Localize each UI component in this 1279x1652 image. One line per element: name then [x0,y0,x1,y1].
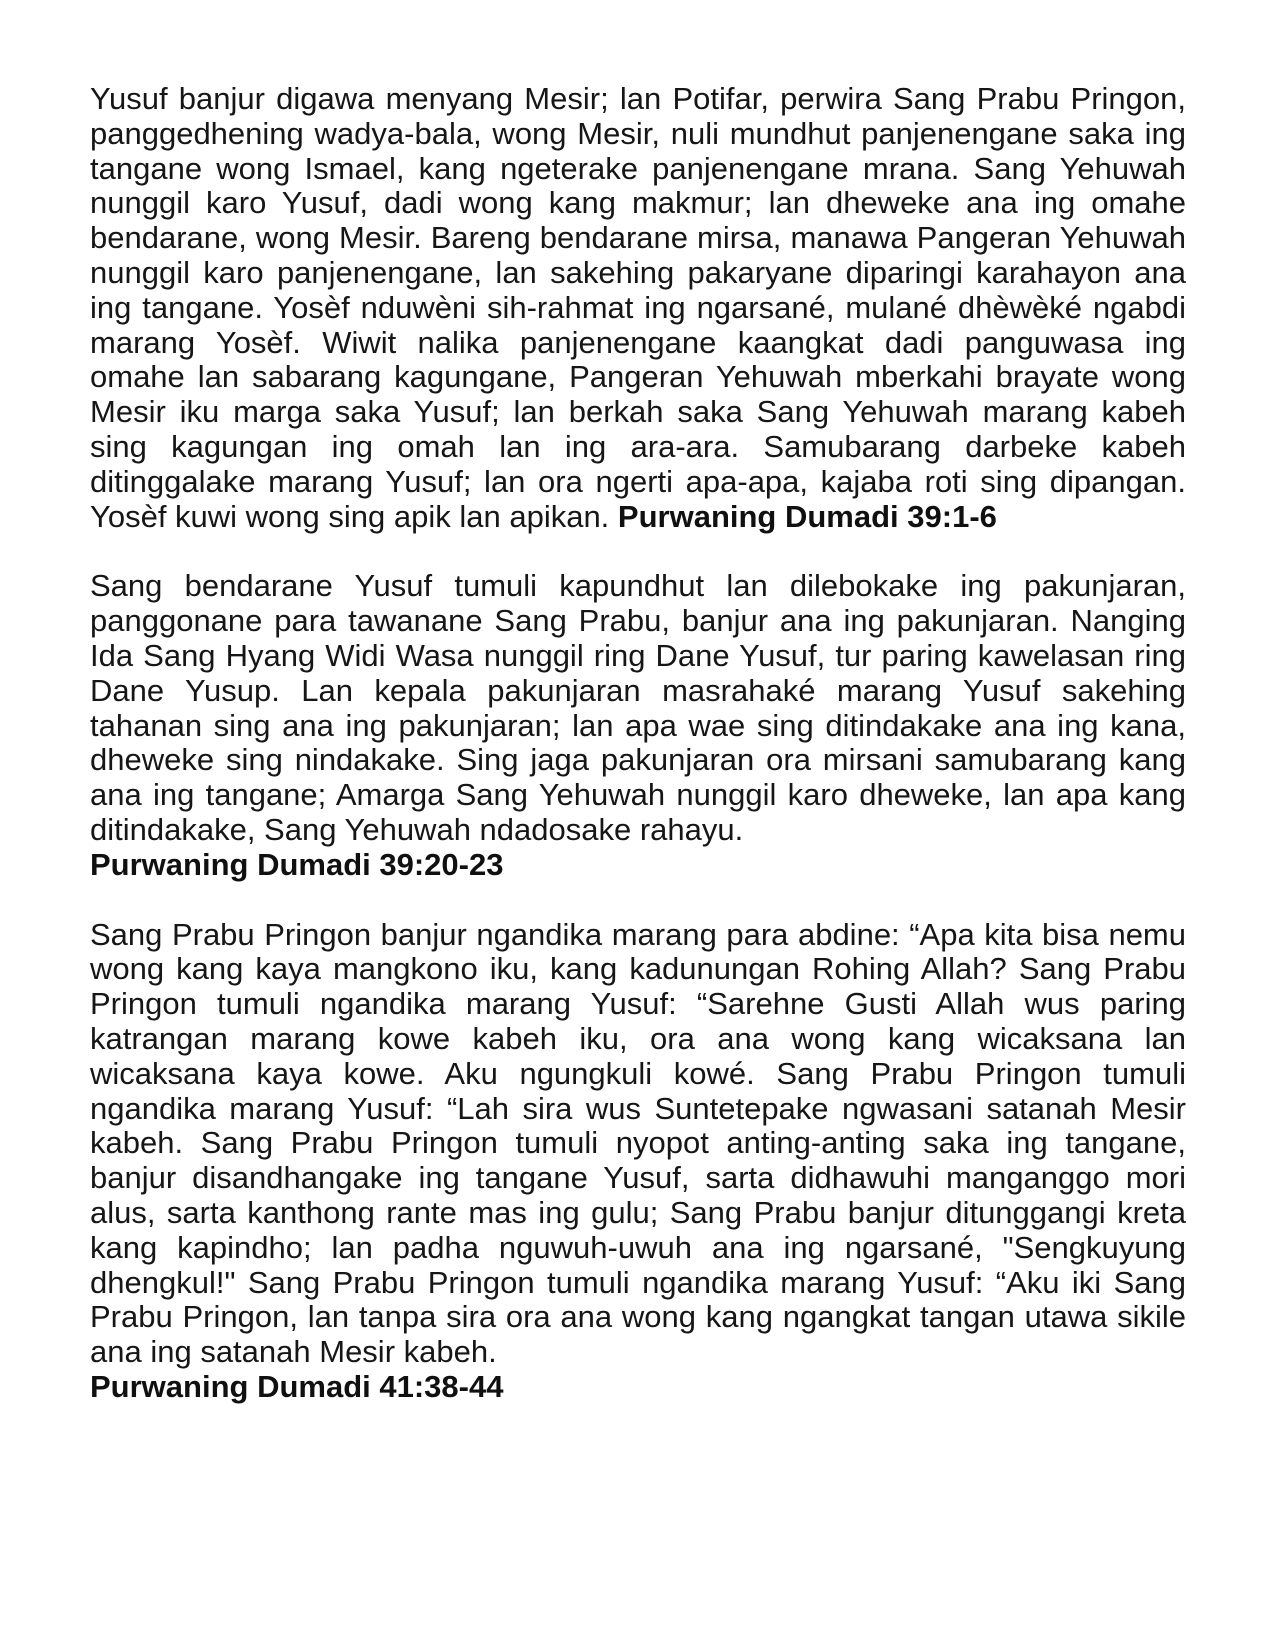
verse-reference: Purwaning Dumadi 39:20-23 [90,846,504,882]
passage-text: Sang bendarane Yusuf tumuli kapundhut lan dilebokake ing pakunjaran, panggonane para tawanane Sang Prabu, banjur ana ing pakunjaran. Nanging Ida Sang Hyang Widi Wasa nunggil ring Dane Yusuf, tur paring kawelasan ring Dane Yusup. Lan kepala pakunjaran masrahaké marang Yusuf sakehing tahanan sing ana ing pakunjaran; lan apa wae sing ditindakake ana ing kana, dheweke sing nindakake. Sing jaga pakunjaran ora mirsani samubarang kang ana ing tangane; Amarga Sang Yehuwah nunggil karo dheweke, lan apa kang ditindakake, Sang Yehuwah ndadosake rahayu. [90,568,1186,847]
passage-genesis-39-20-23 [90,569,1186,882]
scripture-page [90,82,1186,1440]
passage-text: Sang Prabu Pringon banjur ngandika marang para abdine: “Apa kita bisa nemu wong kang kaya mangkono iku, kang kadunungan Rohing Allah? Sang Prabu Pringon tumuli ngandika marang Yusuf: “Sarehne Gusti Allah wus paring katrangan marang kowe kabeh iku, ora ana wong kang wicaksana lan wicaksana kaya kowe. Aku ngungkuli kowé. Sang Prabu Pringon tumuli ngandika marang Yusuf: “Lah sira wus Suntetepake ngwasani satanah Mesir kabeh. Sang Prabu Pringon tumuli nyopot anting-anting saka ing tangane, banjur disandhangake ing tangane Yusuf, sarta didhawuhi manganggo mori alus, sarta kanthong rante mas ing gulu; Sang Prabu banjur ditunggangi kreta kang kapindho; lan padha nguwuh-uwuh ana ing ngarsané, "Sengkuyung dhengkul!" Sang Prabu Pringon tumuli ngandika marang Yusuf: “Aku iki Sang Prabu Pringon, lan tanpa sira ora ana wong kang ngangkat tangan utawa sikile ana ing satanah Mesir kabeh. [90,916,1186,1370]
passage-genesis-39-1-6 [90,82,1186,534]
verse-reference: Purwaning Dumadi 39:1-6 [617,498,997,534]
verse-reference: Purwaning Dumadi 41:38-44 [90,1368,504,1404]
passage-body: Yusuf banjur digawa menyang Mesir; lan Potifar, perwira Sang Prabu Pringon, panggedhening wadya-bala, wong Mesir, nuli mundhut panjenengane saka ing tangane wong Ismael, kang ngeterake panjenengane mrana. Sang Yehuwah nunggil karo Yusuf, dadi wong kang makmur; lan dheweke ana ing omahe bendarane, wong Mesir. Bareng bendarane mirsa, manawa Pangeran Yehuwah nunggil karo panjenengane, lan sakehing pakaryane diparingi karahayon ana ing tangane. Yosèf nduwèni sih-rahmat ing ngarsané, mulané dhèwèké ngabdi marang Yosèf. Wiwit nalika panjenengane kaangkat dadi panguwasa ing omahe lan sabarang kagungane, Pangeran Yehuwah mberkahi brayate wong Mesir iku marga saka Yusuf; lan berkah saka Sang Yehuwah marang kabeh sing kagungan ing omah lan ing ara-ara. Samubarang darbeke kabeh ditinggalake marang Yusuf; lan ora ngerti apa-apa, kajaba roti sing dipangan. Yosèf kuwi wong sing apik lan apikan. [90,81,1186,534]
passage-text [90,82,1186,534]
passage-genesis-41-38-44 [90,918,1186,1405]
